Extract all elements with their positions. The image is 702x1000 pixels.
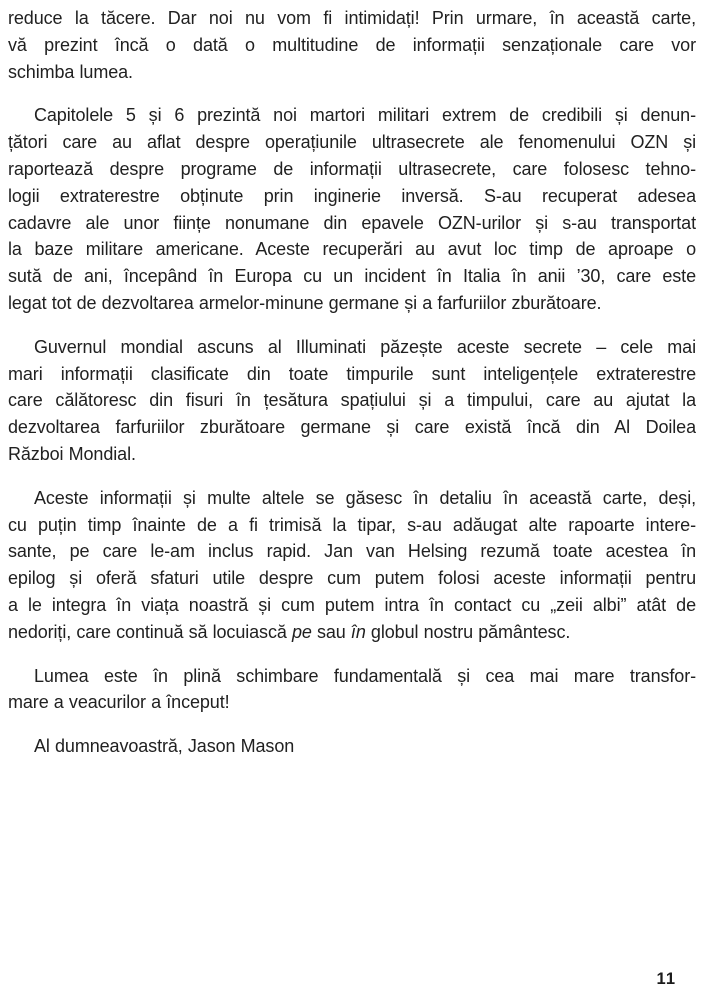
text-segment: nedoriți, care continuă să locuiască (8, 621, 292, 642)
text-segment: care călătoresc din fisuri în țesătura spațiului și a timpului, care au ajutat la (8, 390, 696, 411)
text-line (8, 156, 696, 183)
text-segment: Război Mondial. (8, 443, 136, 464)
text-line (8, 59, 696, 86)
italic-text-segment: în (350, 621, 366, 642)
text-segment: mare a veacurilor a început! (8, 692, 230, 713)
text-segment: vă prezint încă o dată o multitudine de informații senzaționale care vor (8, 34, 696, 55)
text-segment: a le integra în viața noastră și cum putem intra în contact cu „zeii albi” atât de (8, 594, 696, 615)
text-segment: schimba lumea. (8, 61, 133, 82)
text-segment: la baze militare americane. Aceste recuperări au avut loc timp de aproape o (8, 239, 696, 260)
text-segment: cadavre ale unor ființe nonumane din epavele OZN-urilor și s-au transportat (8, 212, 696, 233)
paragraph (8, 485, 696, 646)
text-line (8, 733, 696, 760)
text-segment: reduce la tăcere. Dar noi nu vom fi intimidați! Prin urmare, în această carte, (8, 8, 696, 28)
paragraph (8, 5, 696, 85)
text-line (8, 441, 696, 468)
text-segment: Aceste informații și multe altele se găsesc în detaliu în această carte, deși, (34, 487, 696, 508)
text-segment: Guvernul mondial ascuns al Illuminati păzește aceste secrete – cele mai (34, 336, 696, 357)
text-line (8, 290, 696, 317)
text-line (8, 361, 696, 388)
paragraph (8, 102, 696, 316)
italic-text-segment: pe (291, 621, 312, 642)
text-segment: dezvoltarea farfuriilor zburătoare germane și care există încă din Al Doilea (8, 417, 696, 438)
text-line (8, 334, 696, 361)
paragraph (8, 663, 696, 717)
text-segment: Capitolele 5 și 6 prezintă noi martori militari extrem de credibili și denun- (34, 105, 696, 126)
text-segment: raportează despre programe de informații ultrasecrete, care folosesc tehno- (8, 158, 696, 179)
text-line (8, 689, 696, 716)
text-line (8, 5, 696, 32)
text-line (8, 485, 696, 512)
text-line (8, 210, 696, 237)
text-line (8, 512, 696, 539)
text-line (8, 592, 696, 619)
text-segment: logii extraterestre obținute prin inginerie inversă. S-au recuperat adesea (8, 185, 696, 206)
text-segment: mari informații clasificate din toate timpurile sunt inteligențele extraterestre (8, 363, 696, 384)
paragraph (8, 334, 696, 468)
text-segment: Lumea este în plină schimbare fundamentală și cea mai mare transfor- (34, 665, 696, 686)
text-line (8, 236, 696, 263)
text-segment: epilog și oferă sfaturi utile despre cum putem folosi aceste informații pentru (8, 568, 696, 589)
text-segment: globul nostru pământesc. (365, 621, 571, 642)
text-line (8, 129, 696, 156)
page-number: 11 (656, 970, 676, 988)
text-line (8, 102, 696, 129)
paragraph (8, 733, 696, 760)
text-segment: legat tot de dezvoltarea armelor-minune germane și a farfuriilor zburătoare. (8, 292, 602, 313)
text-line (8, 263, 696, 290)
text-line (8, 565, 696, 592)
text-segment: sante, pe care le-am inclus rapid. Jan van Helsing rezumă toate acestea în (8, 541, 696, 562)
text-line (8, 414, 696, 441)
text-line (8, 32, 696, 59)
text-line (8, 538, 696, 565)
page-text (8, 5, 696, 777)
text-segment: țători care au aflat despre operațiunile ultrasecrete ale fenomenului OZN și (8, 132, 696, 153)
text-line (8, 183, 696, 210)
text-segment: sau (311, 621, 351, 642)
text-segment: sută de ani, începând în Europa cu un incident în Italia în anii ’30, care este (8, 266, 696, 287)
text-segment: Al dumneavoastră, Jason Mason (34, 736, 295, 757)
text-segment: cu puțin timp înainte de a fi trimisă la tipar, s-au adăugat alte rapoarte intere- (8, 514, 696, 535)
text-line (8, 619, 696, 646)
text-line (8, 387, 696, 414)
text-line (8, 663, 696, 690)
